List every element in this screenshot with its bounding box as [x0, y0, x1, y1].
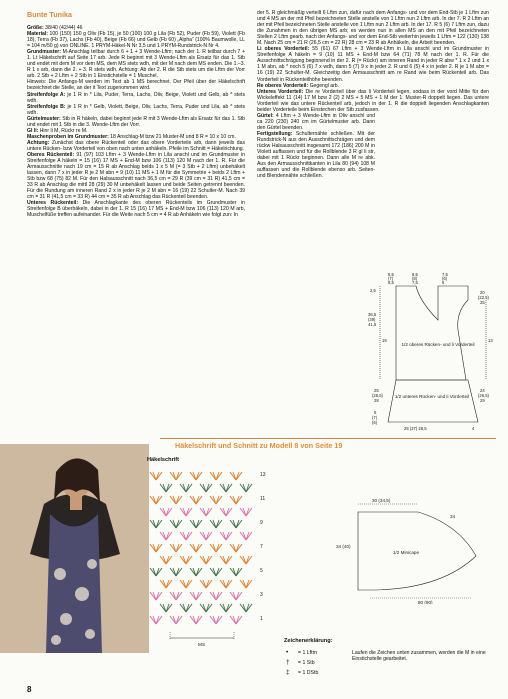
paragraph-label: Maschenproben im Grundmuster:: [27, 133, 111, 140]
chart-shell: [190, 568, 202, 576]
chart-shell: [170, 472, 182, 480]
dim-bottom-25a: 25: [374, 388, 379, 393]
chart-shell: [200, 580, 212, 588]
chart-shell: [230, 616, 242, 624]
paragraph-text: Zunächst das obere Rückenteil oder das obere Vorderteile arb, dann jeweils das untere Rücken- bzw Vorderteil von oben nach unten anhäkeln. Pfeile im Schnitt = Häkelrichtung.: [27, 139, 246, 152]
chart-shell: [230, 592, 242, 600]
paragraph: [27, 79, 245, 91]
minicape-left-dim: [336, 544, 351, 549]
chart-shell: [190, 496, 202, 504]
dim-right-13: 13: [488, 338, 493, 343]
chart-shell: [200, 532, 212, 540]
dim-right-24c: 29: [480, 398, 485, 403]
row-number: 9: [260, 520, 263, 526]
legend-item: [286, 648, 318, 658]
paragraph: [27, 92, 245, 104]
chart-shell: [220, 532, 232, 540]
chart-shell: [210, 520, 222, 528]
row-number: 13: [260, 472, 266, 478]
row-number: 7: [260, 544, 263, 550]
schematic-lower-outline: [388, 380, 478, 422]
chart-shell: [240, 532, 252, 540]
paragraph: [27, 200, 245, 218]
legend-text: = 1 Stb: [298, 660, 315, 666]
legend-item: [286, 668, 318, 678]
paragraph: [27, 49, 245, 79]
chart-shell: [170, 496, 182, 504]
row-number: 5: [260, 568, 263, 574]
paragraph-text: 55 (61) 67 Lftm + 3 Wende-Lftm in Lila anschl und im Grundmuster in Streifenfolge A häkeln = 9 (10) 11 MS + End-M bzw 64 (71) 78 M nach der 1. R. Für die Ausschnittschrägung beginnend in der 2. R (= Rückr) am inneren Rand in jeder R abw * 1 x 2 und 1 x 1 M abn, ab * noch 5 (6) 7 x wdh, dann 5 (7) 9 x in jeder 2. R und 6 (5) 4 x in jeder 2. R je 1 M abn = 16 (19) 22 Schulter-M. Gleichzeitig den Armausschnitt am re Rand wie beim Rückenteil arb. Das Vorderteil in Rückenteilhöhe beenden.: [257, 46, 489, 83]
chart-shell: [210, 472, 222, 480]
legend-text: = 1 DStb: [298, 670, 319, 676]
dim-right-24b: (26,5): [478, 393, 489, 398]
page-number: 8: [27, 685, 32, 694]
paragraph-text: Stb in R häkeln, dabei beginnt jede R mit 3 Wende-Lftm als Ersatz für das 1. Stb und endet mit 1 Stb in die 3. Wende-Lftm der Vorr.: [27, 115, 245, 128]
minicape-label: [393, 550, 419, 555]
chart-shell: [160, 604, 172, 612]
paragraph-label: Fertigstellung:: [257, 130, 296, 137]
chart-shell: [220, 556, 232, 564]
crochet-heading: Häkelschrift: [147, 457, 180, 463]
paragraph-text: Hinweis: Die Anfangs-M werden im Text ab 1 MS berechnet. Der Pfeil über der Häkelschrift bezeichnet die Stelle, an der it Text zugenommen wird.: [27, 79, 245, 92]
paragraph: [257, 89, 489, 113]
chart-shell: [150, 496, 162, 504]
paragraph-label: Grundmuster:: [27, 49, 63, 56]
chart-shell: [220, 508, 232, 516]
chart-shell: [170, 544, 182, 552]
lower-part-label-line: [395, 394, 469, 399]
chart-shell: [230, 496, 242, 504]
paragraph-label: Streifenfolge B:: [27, 103, 68, 110]
ms-label: MS: [198, 643, 206, 648]
paragraph: [257, 113, 375, 131]
legend-item: [286, 658, 318, 668]
minicape-bottom-dim: 80 (90): [418, 600, 433, 604]
dim-bottom-4: 4: [472, 426, 475, 431]
legend-heading: Zeichenerklärung:: [284, 638, 333, 644]
paragraph-label: Oberes Rückenteil:: [27, 151, 77, 158]
dim-right-24a: 24: [480, 388, 485, 393]
paragraph-text: Schulternähte schließen. Mit der Rundstrick-N aus den Ausschnittschrägen und dem rückw Halsausschnitt insgesamt 172 (186) 200 M in Violett auffassen und für die Rollblende 3 R gl li str, dabei mit 1 Rückr beginnen. Dann alle M re abk. Aus den Armausschnittkanten in Lila 80 (94) 108 M auffassen und die Rollblende ebenso arb. Seiten- und Blendennähte schließen.: [257, 130, 375, 180]
dim-top-e: (8): [412, 276, 418, 281]
chart-shell: [190, 520, 202, 528]
dim-top-f: 7,5: [412, 280, 418, 285]
minicape-schematic: [330, 494, 500, 604]
dim-right-20b: (22,5): [478, 295, 489, 300]
chart-shell: [210, 592, 222, 600]
lower-part-label: 1/2 unteres Rücken- und li Vorderteil: [394, 394, 470, 399]
legend-symbol: •: [286, 649, 289, 656]
dim-top-a: 5,5: [388, 272, 394, 277]
dim-top-g: 7,5: [442, 272, 448, 277]
dim-left-5b: (7): [372, 415, 378, 420]
dim-left-365b: (39): [368, 317, 376, 322]
chart-shell: [180, 484, 192, 492]
chart-shell: [170, 568, 182, 576]
chart-shell: [180, 604, 192, 612]
paragraph-label: Li oberes Vorderteil:: [257, 46, 313, 53]
paragraph-label: Unteres Rückenteil:: [27, 200, 83, 207]
dim-left-365c: 41,5: [368, 322, 377, 327]
paragraph: [257, 10, 489, 46]
chart-shell: [230, 544, 242, 552]
paragraph-text: 100 (150) 150 g Oliv (Fb 15), je 50 (100) 100 g Lila (Fb 52), Puder (Fb 59), Violett (Fb 18), Terra (Fb 37), Lachs (Fb 40), Beige (Fb 66) und Gelb (Fb 60) „Alpha“ (100% Baumwolle, LL = 104 m/50 g) von ONLINE. 1 PRYM-Häkel-N Nr 3,5 und 1 PRYM-Rundstrick-N Nr 4.: [27, 31, 245, 50]
paragraph-label: Gürtelmuster:: [27, 115, 63, 122]
dim-left-25: 2,5: [370, 288, 376, 293]
legend-text: = 1 Lftm: [298, 650, 317, 656]
minicape-label-text: 1/2 Minicape: [392, 550, 420, 555]
dim-top-b: (7): [388, 276, 394, 281]
paragraph-text: Die re Vorderteil über das li Vorderteil legen, sodass in der vord Mitte für den Wickeleffekt 11 (14) 17 M bzw 2 (2) 2 MS + 5 MS + 1 M der 1. Muster-R doppelt liegen. Das untere Vorderteil wie das untere Rückenteil arb, jedoch in der 1. R die doppelt liegenden Anschlagkanten beider Vorderteile beim Einstechen der Stb zusfassen.: [257, 88, 489, 113]
dim-top-h: (6): [442, 276, 448, 281]
left-text-column: [27, 10, 245, 219]
paragraph-label: Material:: [27, 31, 50, 38]
chart-shell: [150, 616, 162, 624]
legend-note: Laufen die Zeichen unten zusammen, werden die M in eine Einstichstelle gearbeitet.: [352, 650, 486, 662]
chart-shell: [240, 556, 252, 564]
paragraph-label: Gl li:: [27, 127, 40, 134]
paragraph-label: Größe:: [27, 25, 46, 31]
chart-shell: [150, 592, 162, 600]
paragraph-text: Gegengl arb.: [309, 82, 340, 89]
chart-shell: [160, 556, 172, 564]
chart-shell: [150, 568, 162, 576]
paragraph: [27, 31, 245, 49]
model-illustration: [0, 444, 149, 653]
paragraph-label: Unteres Vorderteil:: [257, 88, 306, 95]
chart-shell: [210, 616, 222, 624]
paragraph: [257, 46, 489, 82]
chart-shell: [160, 580, 172, 588]
chart-shell: [240, 484, 252, 492]
dim-bottom-width: 25 (27) 28,5: [404, 426, 427, 431]
paragraph-text: 38/40 (42/44) 46: [45, 25, 83, 31]
legend-list: [286, 648, 318, 678]
legend-symbol: †: [286, 659, 290, 666]
chart-shell: [150, 520, 162, 528]
chart-shell: [170, 520, 182, 528]
paragraph-text: 4 Lftm + 3 Wende-Lftm in Oliv anschl und ca 220 (230) 240 cm im Gürtelmuster arb. Dann den Gürtel beenden.: [257, 112, 375, 131]
row-number: 3: [260, 592, 263, 598]
chart-shell: [180, 508, 192, 516]
chart-shell: [230, 520, 242, 528]
chart-shell: [220, 484, 232, 492]
dim-right-20a: 20: [480, 290, 485, 295]
chart-shell: [240, 508, 252, 516]
dim-top-c: 8,5: [388, 280, 394, 285]
paragraph-text: der 5. R gleichmäßig verteilt 6 Lftm zun, dafür nach dem Anfangs- und vor dem End-Stb je 1 Lftm zun und 4 MS an der mit Pfeil bezeichneten Stelle anstelle von 1 Lftm nun 2 Lftm arb. In der 7. R 2 Lftm an der mit Pfeil bezeichneten Stelle anstelle von 1 Lftm nun 2 Lftm arb. In der 17. R 5 (6) 7 Lftm zun, dazu die Zunahmen in den übrigen MS arb; es werden nun in allen MS an den mit Pfeil bezeichneten Stellen 2 Lftm gearb. nach der Anfangs- und vor dem End-Stb weiterhin jeweils 1 Lftm = 122 (130) 138 M. Nach 25 cm = 21 R (26,5 cm = 22 R) 28 cm = 23 R ab Anhäkeln, die Arbeit beenden.: [257, 10, 489, 47]
minicape-top-dim: 30 (34,5): [372, 498, 391, 503]
chart-shell: [220, 604, 232, 612]
minicape-right-dim: 34: [450, 514, 456, 519]
right-text-column: [257, 10, 489, 179]
chart-shell: [230, 472, 242, 480]
chart-shell: [180, 580, 192, 588]
chart-shell: [230, 568, 242, 576]
chart-shell: [200, 508, 212, 516]
paragraph: [257, 131, 375, 179]
paragraph-label: Gürtel:: [257, 112, 276, 119]
chart-shell: [200, 484, 212, 492]
dim-top-d: 8,5: [412, 272, 418, 277]
section-title: Häkelschrift und Schnitt zu Modell 8 von Seite 19: [175, 441, 343, 450]
paragraph-text: Die Anschlagkante des oberen Rückenteils im Grundmuster in Streifenfolge B überhäkeln, dabei in der 1. R 15 (16) 17 MS + End-M bzw 106 (113) 120 M arb, Muschelfüße treffen aufeinander. Für die Weite nach 5 cm = 4 R ab Anhäkeln wie folgt zun: In: [27, 200, 245, 219]
dim-left-5c: (6): [372, 420, 378, 425]
paragraph: [27, 140, 245, 152]
dim-left-19: 19: [382, 338, 387, 343]
chart-shell: [160, 484, 172, 492]
paragraph: [27, 152, 245, 200]
row-number: 1: [260, 616, 263, 622]
paragraph-text: Hinr li M, Rückr re M.: [39, 127, 88, 134]
tunic-schematic: [368, 272, 498, 432]
chart-shell: [160, 508, 172, 516]
dim-top-i: 6: [442, 280, 445, 285]
chart-shell: [240, 604, 252, 612]
chart-shell: [200, 556, 212, 564]
chart-shell: [190, 472, 202, 480]
legend-symbol: ‡: [286, 669, 290, 676]
paragraph-text: je 1 R in * Lila, Puder, Terra, Lachs, Oliv, Beige, Violett und Gelb, ab * stets wdh.: [27, 91, 246, 104]
paragraph: [27, 104, 245, 116]
paragraph-label: Achtung:: [27, 139, 52, 146]
chart-shell: [220, 580, 232, 588]
model-photo: [0, 444, 149, 653]
chart-shell: [240, 580, 252, 588]
schematic-upper-outline: [396, 286, 468, 380]
chart-shell: [190, 592, 202, 600]
chart-shell: [190, 616, 202, 624]
paragraph-text: je 1 R in * Gelb, Violett, Beige, Oliv, Lachs, Terra, Puder und Lila, ab * stets wdh.: [27, 103, 246, 116]
minicape-left-dim-text: 34 (40): [336, 544, 351, 549]
pattern-title: Bunte Tunika: [27, 10, 72, 19]
dim-bottom-25c: 28: [374, 398, 379, 403]
paragraph-text: 18 Anschlag-M bzw 21 Muster-M und 8 R = 10 x 10 cm.: [110, 133, 236, 140]
dim-left-365a: 36,5: [368, 312, 377, 317]
dim-right-20c: 25: [480, 300, 485, 305]
paragraph-text: M-Anschlag teilbar durch 6 + 1 + 3 Wende-Lftm; nach der 1. R teilbar durch 7 + 1. Lt Häkelschrift auf Seite 17 arb. Jede R beginnt mit 3 Wende-Lftm als Ersatz für das 1. Stb und endet mit dem M vor dem MS, dem MS stets wdh, mit der M nach dem MS enden. Die 1.–3. R 1 x arb, dann die 2. + 3. R stets wdh. Achtung: Ab der 2. R die Stb stets um die Lftm der Vorr arb. 2 Stb + 2 Lftm + 2 Stb in 1 Einstichstelle = 1 Muschel.: [27, 49, 245, 80]
paragraph-text: 91 (97) 103 Lftm + 3 Wende-Lftm in Lila anschl und im Grundmuster in Streifenfolge A häkeln = 15 (16) 17 MS + End-M bzw 106 (113) 120 M nach der 1. R. Für die Armausschnitte nach 19 cm = 15 R ab Anschlag beids 1 x 5 M (= 3 Stb + 2 Lftm) unbehäkelt lassen, dann 7 x in jeder R je 2 M abn = 9 (10) 11 MS + 1 M für die Symmetrie + beids 2 Lftm + Stb bzw 68 (75) 82 M. Für den Halsausschnitt nach 36,5 cm = 29 R (39 cm = 31 R) 41,5 cm = 33 R ab Anschlag die mittl 28 (29) 30 M unbehäkelt lassen und beide Seiten getrennt beenden. Für die Rundung am inneren Rand 2 x in jeder R je 2 M abn = 16 (19) 22 Schulter-M. Nach 39 cm = 31 R (41,5 cm = 33 R) 44 cm = 35 R ab Anschlag das Rückenteil beenden.: [27, 151, 245, 201]
upper-part-label: 1/2 oberes Rücken- und li Vorderteil: [401, 342, 475, 347]
chart-shell: [200, 604, 212, 612]
chart-shell: [180, 532, 192, 540]
section-divider: [160, 438, 496, 439]
chart-shell: [190, 544, 202, 552]
chart-shell: [210, 544, 222, 552]
chart-shell: [210, 568, 222, 576]
chart-shell: [170, 616, 182, 624]
chart-shell: [150, 544, 162, 552]
dim-left-5a: 5: [374, 410, 377, 415]
chart-shell: [160, 532, 172, 540]
chart-shell: [210, 496, 222, 504]
paragraph-label: Re oberes Vorderteil:: [257, 82, 310, 89]
paragraph-label: Streifenfolge A:: [27, 91, 68, 98]
crochet-chart: [148, 466, 272, 648]
paragraph: [27, 116, 245, 128]
chart-shell: [150, 472, 162, 480]
upper-part-label-line: [401, 342, 474, 347]
chart-shell: [180, 556, 192, 564]
dim-bottom-25b: (26,5): [372, 393, 383, 398]
row-number: 11: [260, 496, 266, 502]
chart-shell: [170, 592, 182, 600]
